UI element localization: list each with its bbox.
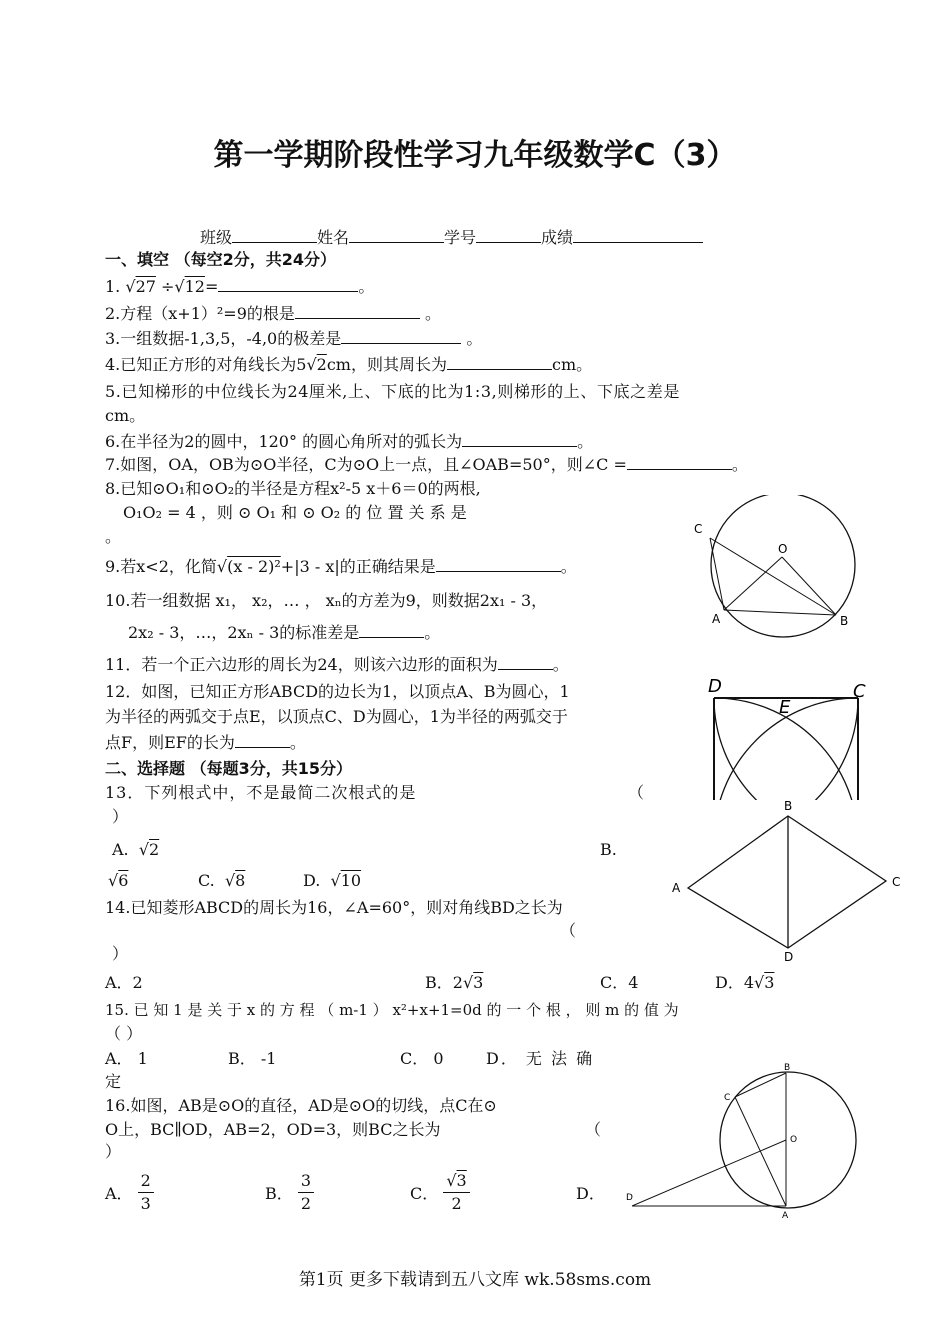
q15-option-d[interactable]: D． 无 法 确 [486, 1049, 595, 1068]
q7-blank[interactable] [627, 455, 732, 470]
segment-ca [735, 1097, 786, 1206]
q11-blank[interactable] [498, 655, 553, 670]
question-10-line2 [128, 623, 440, 643]
label-o: O [778, 542, 788, 556]
q16-option-a[interactable]: A． $\frac{2}{3}$ [105, 1170, 154, 1215]
q1-op: ÷ [161, 277, 175, 296]
segment-oa [724, 557, 782, 610]
page-title: 第一学期阶段性学习九年级数学C（3） [213, 138, 737, 173]
q14-option-d[interactable]: D．4√3 [715, 973, 775, 992]
score-label: 成绩 [541, 228, 574, 247]
q9-abs: +|3 - x| [280, 557, 340, 576]
q13-paren-right: ） [112, 807, 129, 826]
label-b: B [784, 1063, 791, 1073]
segment-ab [724, 610, 836, 615]
name-blank [349, 228, 444, 243]
q6-end: 。 [577, 432, 594, 451]
question-16-line2: O上，BC∥OD，AB=2，OD=3，则BC之长为 [105, 1120, 441, 1139]
question-6 [105, 432, 593, 452]
rhombus-abcd [688, 816, 886, 948]
section1-heading: 一、填空 （每空2分，共24分） [105, 250, 336, 269]
q4-sqrt: √2 [306, 355, 327, 374]
q3-blank[interactable] [341, 329, 461, 344]
q16-a-frac: $\frac{2}{3}$ [138, 1170, 154, 1215]
q3-text: 3.一组数据-1,3,5，-4,0的极差是 [105, 329, 342, 348]
label-e: E [779, 697, 791, 718]
label-c: C [892, 875, 901, 889]
q1-sqrt-b: √12 [174, 277, 205, 296]
q9-sqrt: √(x - 2)² [216, 557, 281, 576]
q10-line2-text: 2x₂ - 3，…，2xₙ - 3的标准差是 [128, 623, 360, 642]
label-a: A [782, 1211, 789, 1221]
segment-bc [735, 1073, 786, 1097]
q16-paren-right: ） [105, 1142, 122, 1161]
q14-paren-right: ） [112, 944, 129, 963]
q6-text: 6.在半径为2的圆中，120° 的圆心角所对的弧长为 [105, 432, 463, 451]
q13-option-a[interactable]: A. √2 [112, 840, 160, 859]
label-c: C [853, 681, 866, 702]
question-11 [105, 655, 569, 675]
question-3 [105, 329, 482, 349]
q9-end: 。 [560, 557, 577, 576]
q7-text: 7.如图，OA，OB为⊙O半径，C为⊙O上一点，且∠OAB=50°，则∠C = [105, 455, 627, 474]
q16-option-b[interactable]: B． $\frac{3}{2}$ [265, 1170, 314, 1215]
q14-option-a[interactable]: A．2 [105, 973, 143, 992]
segment-ob [782, 557, 836, 615]
question-4 [105, 355, 592, 375]
label-d: D [708, 676, 722, 697]
label-a: A [672, 881, 681, 895]
label-c: C [694, 522, 703, 536]
label-b: B [784, 799, 793, 813]
question-15-line1: 15. 已 知 1 是 关 于 x 的 方 程 （ m-1 ） x²+x+1=0d 的 一 个 根 ， 则 m 的 值 为 [105, 1001, 679, 1019]
segment-od [632, 1140, 786, 1206]
label-c: C [724, 1093, 731, 1103]
q1-blank[interactable] [218, 277, 358, 292]
section2-heading: 二、选择题 （每题3分，共15分） [105, 759, 352, 778]
q9-post: 的正确结果是 [339, 557, 436, 576]
id-label: 学号 [444, 228, 477, 247]
id-blank [476, 228, 541, 243]
q12-line3-text: 点F，则EF的长为 [105, 733, 235, 752]
question-10-line1: 10.若一组数据 x₁， x₂，… ， xₙ的方差为9，则数据2x₁ - 3， [105, 591, 548, 610]
q9-pre: 9.若x<2，化简 [105, 557, 217, 576]
q1-eq: = [204, 277, 219, 296]
class-blank [232, 228, 317, 243]
q16-paren-left: （ [585, 1120, 602, 1139]
q4-end: cm。 [551, 355, 593, 374]
q16-b-frac: $\frac{3}{2}$ [298, 1170, 314, 1215]
question-13: 13．下列根式中，不是最简二次根式的是 [105, 783, 417, 802]
q7-end: 。 [731, 455, 748, 474]
q2-end: 。 [424, 304, 441, 323]
label-d: D [784, 950, 794, 964]
figure-circle-tangent [620, 1060, 870, 1225]
q3-end: 。 [466, 329, 483, 348]
q13-option-b[interactable]: B. [600, 840, 617, 859]
q10-blank[interactable] [359, 623, 424, 638]
question-2 [105, 304, 441, 324]
q11-end: 。 [552, 655, 569, 674]
figure-square-arcs [705, 675, 880, 800]
q15-option-c[interactable]: C． 0 [400, 1049, 444, 1068]
label-o: O [790, 1135, 798, 1145]
question-5-line2: cm。 [105, 406, 146, 425]
q10-end: 。 [424, 623, 441, 642]
q13-option-c[interactable]: C. √8 [198, 871, 246, 890]
name-label: 姓名 [317, 228, 350, 247]
q11-text: 11．若一个正六边形的周长为24，则该六边形的面积为 [105, 655, 498, 674]
q14-option-c[interactable]: C．4 [600, 973, 639, 992]
score-blank [573, 228, 703, 243]
question-8-line2: O₁O₂ = 4 ，则 ⊙ O₁ 和 ⊙ O₂ 的 位 置 关 系 是 [123, 503, 467, 522]
q12-end: 。 [289, 733, 306, 752]
question-14: 14.已知菱形ABCD的周长为16，∠A=60°，则对角线BD之长为 [105, 898, 563, 917]
question-12-line2: 为半径的两弧交于点E，以顶点C、D为圆心，1为半径的两弧交于 [105, 707, 568, 726]
label-b: B [840, 614, 849, 628]
q15-option-d-cont: 定 [105, 1072, 122, 1091]
q6-blank[interactable] [462, 432, 577, 447]
q9-blank[interactable] [436, 557, 561, 572]
figure-circle-oab [688, 495, 868, 645]
q13-option-b-value: √6 [108, 871, 129, 890]
question-8-line1: 8.已知⊙O₁和⊙O₂的半径是方程x²-5 x＋6＝0的两根, [105, 479, 481, 498]
q4-pre: 4.已知正方形的对角线长为5 [105, 355, 307, 374]
q15-option-a[interactable]: A． 1 [105, 1049, 148, 1068]
q13-option-d[interactable]: D. √10 [303, 871, 362, 890]
q13-paren-left: （ [628, 783, 645, 802]
q16-option-d[interactable]: D． [576, 1184, 605, 1203]
q1-end: 。 [358, 277, 375, 296]
q12-blank[interactable] [235, 733, 290, 748]
question-8-line3: 。 [105, 527, 122, 546]
class-label: 班级 [200, 228, 233, 247]
question-9 [105, 557, 577, 577]
figure-rhombus [668, 798, 908, 968]
q1-num: 1. [105, 277, 121, 296]
circle-o [720, 1072, 856, 1208]
question-7 [105, 455, 748, 475]
segment-cb [710, 538, 836, 615]
q15-paren: （ ） [105, 1024, 143, 1043]
question-5-line1: 5.已知梯形的中位线长为24厘米,上、下底的比为1:3,则梯形的上、下底之差是 [105, 382, 680, 401]
arc-center-b [714, 698, 880, 800]
q14-option-b[interactable]: B．2√3 [425, 973, 484, 992]
circle-o [711, 495, 855, 637]
page-footer: 第1页 更多下载请到五八文库 wk.58sms.com [298, 1270, 652, 1290]
question-12-line1: 12．如图，已知正方形ABCD的边长为1，以顶点A、B为圆心，1 [105, 682, 570, 701]
q1-sqrt-a: √27 [125, 277, 156, 296]
q16-c-frac: $\frac{√3}{2}$ [443, 1170, 469, 1215]
q15-option-b[interactable]: B． -1 [228, 1049, 277, 1068]
q14-paren-left: （ [560, 921, 577, 940]
question-12-line3 [105, 733, 306, 753]
q16-option-c[interactable]: C． $\frac{√3}{2}$ [410, 1170, 470, 1215]
q4-mid: cm，则其周长为 [326, 355, 447, 374]
q4-blank[interactable] [447, 355, 552, 370]
q2-text: 2.方程（x+1）²=9的根是 [105, 304, 295, 323]
student-info-line [200, 228, 703, 248]
label-a: A [712, 612, 721, 626]
question-1 [105, 277, 374, 297]
question-16-line1: 16.如图，AB是⊙O的直径，AD是⊙O的切线，点C在⊙ [105, 1096, 497, 1115]
q2-blank[interactable] [295, 304, 420, 319]
label-d: D [626, 1193, 633, 1203]
